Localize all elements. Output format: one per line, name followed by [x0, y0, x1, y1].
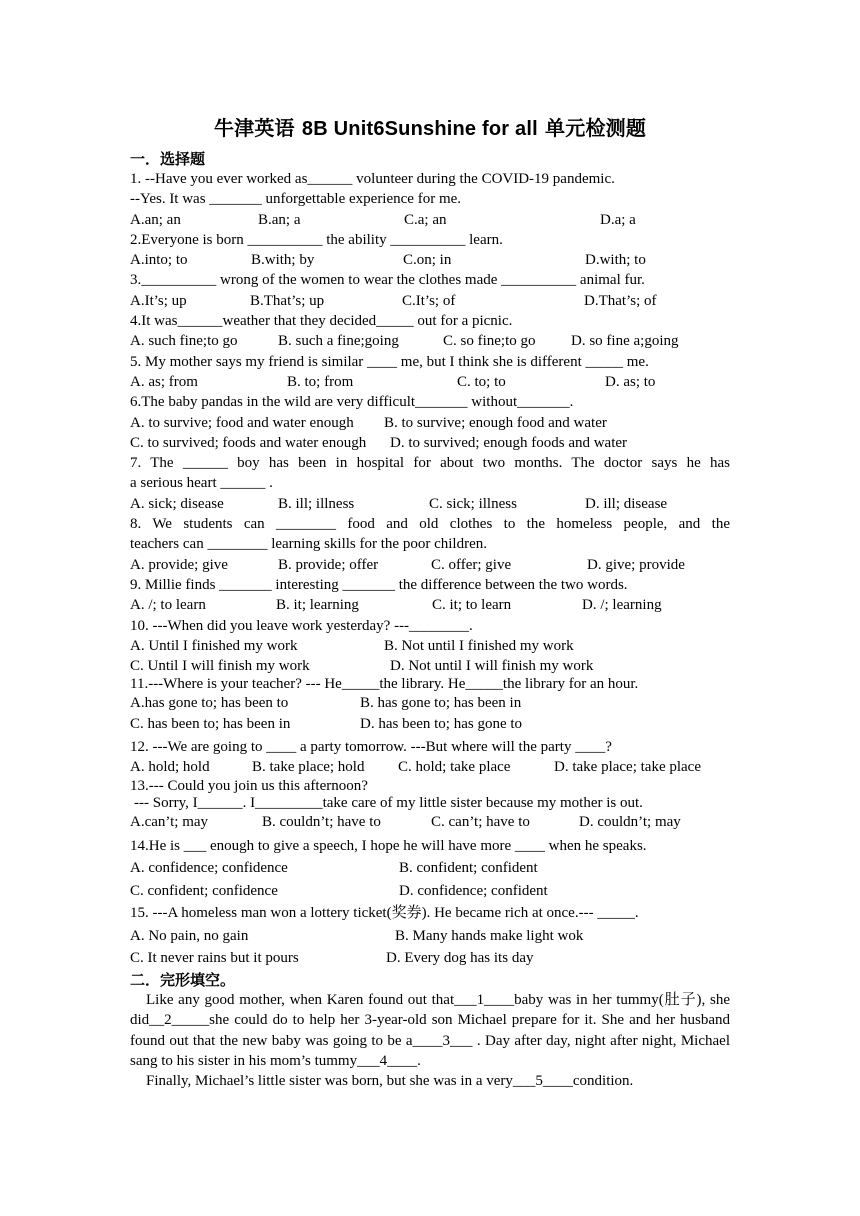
title-cn-part2: 单元检测题 [545, 116, 647, 140]
option-d: D. give; provide [587, 556, 685, 573]
question-6-options-row-2 [130, 433, 730, 453]
option-b: B. ill; illness [278, 495, 355, 512]
option-a: A. as; from [130, 373, 198, 390]
title-cn-part1: 牛津英语 [213, 116, 295, 140]
option-a: A. confidence; confidence [130, 860, 288, 877]
question-14-options-row-2 [130, 880, 730, 903]
option-d: D. take place; take place [554, 759, 701, 776]
question-15-options-row-1 [130, 925, 730, 948]
section-heading-cloze: 二．完形填空。 [130, 970, 236, 989]
option-a: A. sick; disease [130, 495, 224, 512]
option-a: A.It’s; up [130, 292, 187, 309]
question-2-stem: 2.Everyone is born __________ the ability __________ learn. [130, 231, 503, 248]
question-8-stem: 8. We students can ________ food and old clothes to the homeless people, and the [130, 516, 730, 533]
option-d: D. /; learning [582, 597, 662, 614]
option-a: A. to survive; food and water enough [130, 414, 354, 431]
option-b: B. has gone to; has been in [360, 695, 522, 712]
option-d: D. Not until I will finish my work [390, 658, 594, 675]
question-1-stem: 1. --Have you ever worked as______ volunteer during the COVID-19 pandemic. [130, 171, 615, 187]
option-c: C.on; in [403, 252, 452, 269]
option-a: A. provide; give [130, 556, 228, 573]
option-b: B. couldn’t; have to [262, 813, 381, 830]
question-2-options [130, 250, 730, 270]
question-8-stem-2: teachers can ________ learning skills for the poor children. [130, 536, 487, 553]
question-3-stem: 3.__________ wrong of the women to wear the clothes made __________ animal fur. [130, 272, 645, 289]
option-d: D. Every dog has its day [386, 950, 534, 967]
question-3-options [130, 291, 730, 311]
option-c: C. Until I will finish my work [130, 658, 310, 675]
option-c: C. so fine;to go [443, 333, 536, 350]
worksheet [130, 112, 730, 1091]
option-b: B. it; learning [276, 597, 359, 614]
question-11-stem: 11.---Where is your teacher? --- He_____the library. He_____the library for an hour. [130, 676, 639, 693]
option-b: B. provide; offer [278, 556, 379, 573]
option-d: D. to survived; enough foods and water [390, 434, 628, 451]
question-10-options-row-2 [130, 656, 730, 676]
question-11-options-row-1 [130, 693, 730, 713]
question-13-options [130, 812, 730, 832]
question-13-stem-2: --- Sorry, I______. I_________take care of my little sister because my mother is out. [134, 794, 643, 811]
option-c: C. has been to; has been in [130, 715, 291, 732]
option-c: C. hold; take place [398, 759, 511, 776]
section-heading-multiple-choice: 一．选择题 [130, 150, 206, 168]
question-11-options-row-2 [130, 714, 730, 734]
option-a: A.into; to [130, 252, 188, 269]
page-title [130, 112, 730, 141]
option-b: B.with; by [251, 252, 315, 269]
option-a: A. No pain, no gain [130, 927, 249, 944]
question-7-stem-2: a serious heart ______ . [130, 475, 273, 492]
option-b: B. confident; confident [399, 860, 538, 877]
option-c: C.a; an [404, 211, 447, 228]
option-d: D. has been to; has gone to [360, 715, 523, 732]
question-12-stem: 12. ---We are going to ____ a party tomorrow. ---But where will the party ____? [130, 739, 612, 756]
option-c: C. sick; illness [429, 495, 517, 512]
question-13-stem: 13.--- Could you join us this afternoon? [130, 777, 368, 794]
option-b: B. take place; hold [252, 759, 365, 776]
option-a: A.can’t; may [130, 813, 209, 830]
option-a: A.an; an [130, 211, 181, 228]
option-c: C. it; to learn [432, 597, 512, 614]
question-15-options-row-2 [130, 947, 730, 970]
option-d: D.That’s; of [584, 292, 657, 309]
option-d: D. confidence; confident [399, 882, 548, 899]
question-7-options [130, 494, 730, 514]
cloze-paragraph-1: Like any good mother, when Karen found out that___1____baby was in her tummy(肚子), she did__2_____she could do to help her 3-year-old son Michael prepare for it. She and her husband found out that the new baby was going to be a____3___ . Day after day, night after night, Michael sang to his sister in his mom’s tummy___4____. [130, 991, 730, 1069]
option-a: A. such fine;to go [130, 333, 238, 350]
question-15-stem: 15. ---A homeless man won a lottery ticket(奖券). He became rich at once.--- _____. [130, 905, 639, 922]
option-d: D. as; to [605, 373, 656, 390]
title-en-part: 8B Unit6Sunshine for all [301, 118, 538, 140]
option-d: D.with; to [585, 252, 646, 269]
question-14-options-row-1 [130, 857, 730, 880]
option-c: C. It never rains but it pours [130, 950, 299, 967]
option-d: D. so fine a;going [571, 333, 679, 350]
question-9-options [130, 595, 730, 615]
option-d: D. ill; disease [585, 495, 668, 512]
option-b: B.That’s; up [250, 292, 325, 309]
option-c: C. to survived; foods and water enough [130, 434, 367, 451]
question-10-stem: 10. ---When did you leave work yesterday? ---________. [130, 617, 473, 634]
question-4-stem: 4.It was______weather that they decided_____ out for a picnic. [130, 313, 513, 330]
option-d: D.a; a [600, 211, 636, 228]
option-c: C. offer; give [431, 556, 512, 573]
question-5-options [130, 372, 730, 392]
option-c: C. can’t; have to [431, 813, 530, 830]
option-a: A.has gone to; has been to [130, 695, 289, 712]
cloze-paragraph-2: Finally, Michael’s little sister was born, but she was in a very___5____condition. [146, 1073, 634, 1090]
question-6-options-row-1 [130, 413, 730, 433]
option-b: B. Many hands make light wok [395, 927, 584, 944]
question-1-stem-2: --Yes. It was _______ unforgettable experience for me. [130, 191, 462, 208]
question-10-options-row-1 [130, 636, 730, 656]
option-a: A. Until I finished my work [130, 637, 298, 654]
option-c: C.It’s; of [402, 292, 456, 309]
question-14-stem: 14.He is ___ enough to give a speech, I hope he will have more ____ when he speaks. [130, 837, 647, 854]
option-b: B. to; from [287, 373, 354, 390]
question-5-stem: 5. My mother says my friend is similar ____ me, but I think she is different _____ me. [130, 353, 649, 370]
question-7-stem: 7. The ______ boy has been in hospital for about two months. The doctor says he has [130, 455, 730, 472]
question-1-options [130, 210, 730, 230]
option-b: B. Not until I finished my work [384, 637, 574, 654]
option-d: D. couldn’t; may [579, 813, 681, 830]
question-12-options [130, 757, 730, 777]
option-c: C. confident; confidence [130, 882, 278, 899]
option-b: B. to survive; enough food and water [384, 414, 607, 431]
question-4-options [130, 331, 730, 351]
question-6-stem: 6.The baby pandas in the wild are very difficult_______ without_______. [130, 394, 574, 411]
question-9-stem: 9. Millie finds _______ interesting _______ the difference between the two words. [130, 576, 628, 593]
option-a: A. hold; hold [130, 759, 210, 776]
option-c: C. to; to [457, 373, 506, 390]
option-b: B.an; a [258, 211, 301, 228]
question-8-options [130, 555, 730, 575]
option-b: B. such a fine;going [278, 333, 399, 350]
option-a: A. /; to learn [130, 597, 206, 614]
